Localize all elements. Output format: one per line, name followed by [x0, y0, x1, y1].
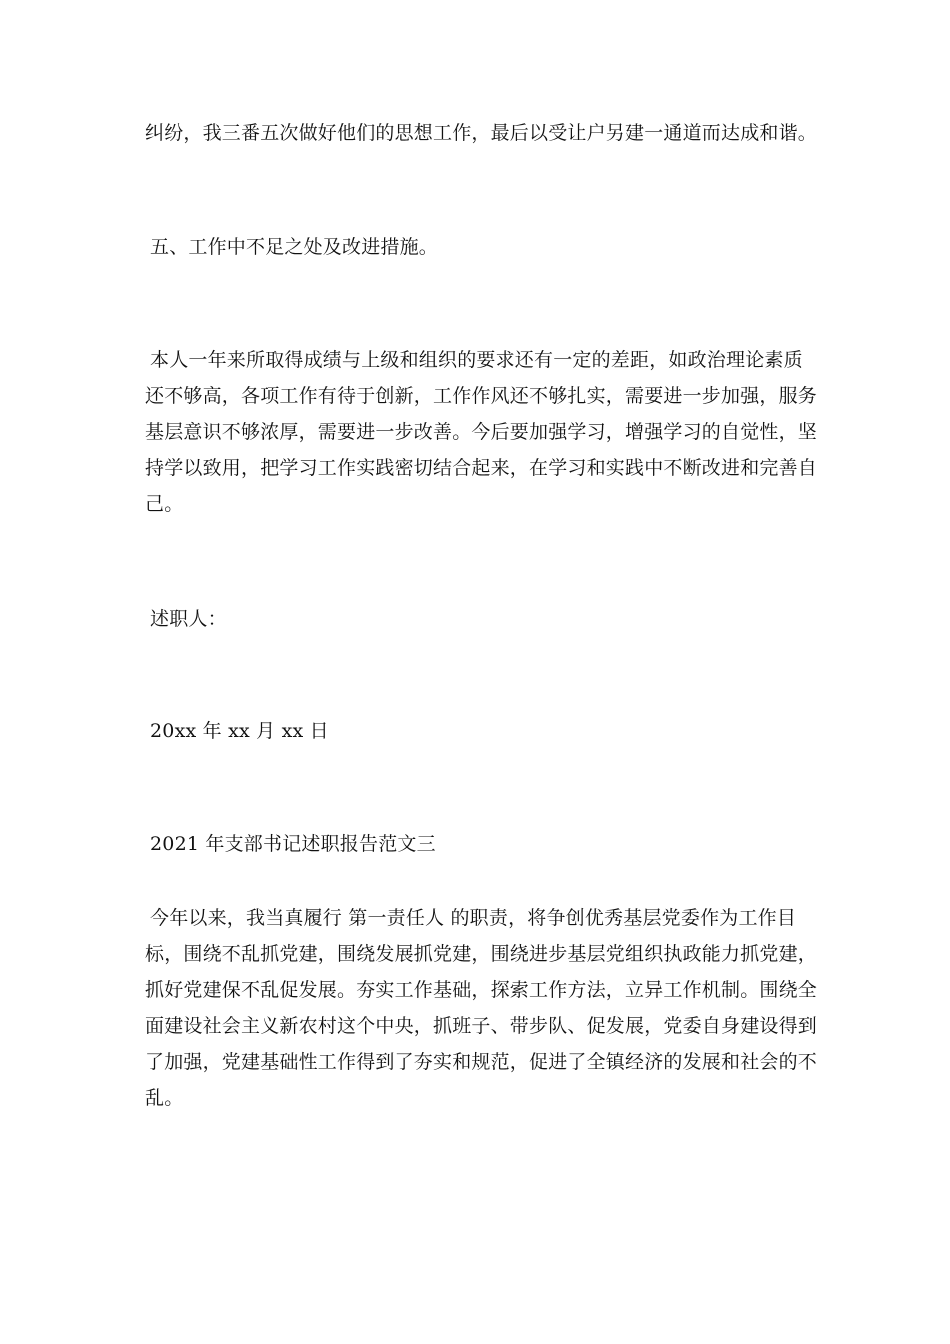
paragraph-line: 了加强，党建基础性工作得到了夯实和规范，促进了全镇经济的发展和社会的不 [145, 1051, 818, 1073]
paragraph-line: 己。 [145, 493, 184, 515]
paragraph-line: 面建设社会主义新农村这个中央，抓班子、带步队、促发展，党委自身建设得到 [145, 1015, 818, 1037]
paragraph-line: 纠纷，我三番五次做好他们的思想工作，最后以受让户另建一通道而达成和谐。 [145, 122, 818, 144]
paragraph-line: 还不够高，各项工作有待于创新，工作作风还不够扎实，需要进一步加强，服务 [145, 385, 818, 407]
article-title: 2021 年支部书记述职报告范文三 [150, 833, 436, 855]
paragraph-line: 标，围绕不乱抓党建，围绕发展抓党建，围绕进步基层党组织执政能力抓党建， [145, 943, 818, 965]
paragraph-line: 乱。 [145, 1087, 184, 1109]
paragraph-line: 基层意识不够浓厚，需要进一步改善。今后要加强学习，增强学习的自觉性，坚 [145, 421, 818, 443]
signature-label: 述职人： [150, 608, 227, 630]
paragraph-line: 持学以致用，把学习工作实践密切结合起来，在学习和实践中不断改进和完善自 [145, 457, 818, 479]
paragraph-line: 本人一年来所取得成绩与上级和组织的要求还有一定的差距，如政治理论素质 [150, 349, 803, 371]
section-heading: 五、工作中不足之处及改进措施。 [150, 236, 439, 258]
date-line: 20xx 年 xx 月 xx 日 [150, 720, 329, 742]
paragraph-line: 今年以来，我当真履行 第一责任人 的职责，将争创优秀基层党委作为工作目 [150, 907, 797, 929]
paragraph-line: 抓好党建保不乱促发展。夯实工作基础，探索工作方法，立异工作机制。围绕全 [145, 979, 818, 1001]
